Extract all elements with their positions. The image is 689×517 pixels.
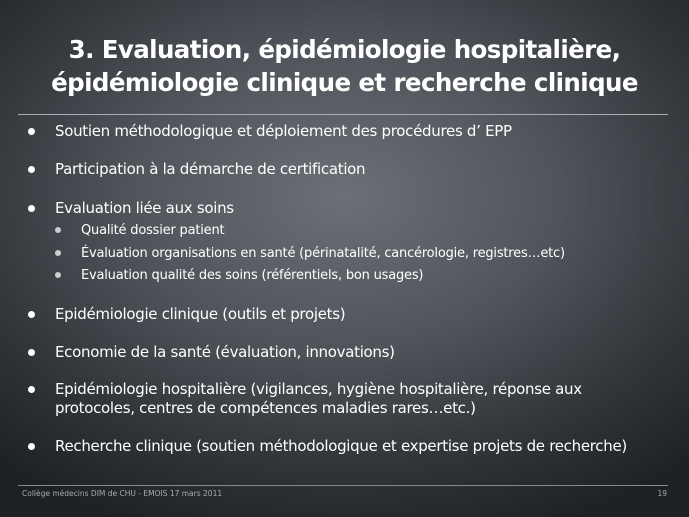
sub-bullet-text: Évaluation organisations en santé (périnatalité, cancérologie, registres…etc) <box>81 246 565 261</box>
bullet-item-epidemiologie-hospitaliere <box>28 380 678 418</box>
sub-bullet-item-dossier <box>55 222 680 239</box>
bullet-dot-icon <box>28 443 35 450</box>
bullet-dot-icon <box>28 386 35 393</box>
bullet-item-epidemiologie-clinique <box>28 305 678 324</box>
bullet-text: Epidémiologie clinique (outils et projets) <box>55 305 346 323</box>
bullet-dot-icon <box>28 205 35 212</box>
bullet-item-economie-sante <box>28 343 678 362</box>
bullet-dot-icon <box>28 128 35 135</box>
slide-title-line-2: épidémiologie clinique et recherche clinique <box>51 68 638 97</box>
sub-bullet-text: Qualité dossier patient <box>81 223 225 238</box>
bullet-text: Soutien méthodologique et déploiement des procédures d’ EPP <box>55 122 512 140</box>
bullet-text-continuation: protocoles, centres de compétences maladies rares…etc.) <box>55 399 476 417</box>
sub-bullet-text: Evaluation qualité des soins (référentiels, bon usages) <box>81 268 424 283</box>
sub-bullet-item-organisations <box>55 245 680 262</box>
bullet-dot-icon <box>28 349 35 356</box>
footer-divider <box>18 485 668 486</box>
bullet-dot-icon <box>28 311 35 318</box>
sub-bullet-dot-icon <box>55 250 61 256</box>
page-number: 19 <box>657 489 667 498</box>
sub-bullet-dot-icon <box>55 227 61 233</box>
bullet-item-certification <box>28 160 678 179</box>
bullet-text: Participation à la démarche de certification <box>55 160 366 178</box>
bullet-text: Economie de la santé (évaluation, innovations) <box>55 343 395 361</box>
sub-bullet-dot-icon <box>55 272 61 278</box>
bullet-item-epp <box>28 122 678 141</box>
sub-bullet-item-qualite-soins <box>55 267 680 284</box>
bullet-item-recherche-clinique <box>28 437 678 456</box>
bullet-text: Recherche clinique (soutien méthodologique et expertise projets de recherche) <box>55 437 627 455</box>
bullet-dot-icon <box>28 166 35 173</box>
slide-title-line-1: 3. Evaluation, épidémiologie hospitalière, <box>68 35 621 64</box>
bullet-item-evaluation-soins <box>28 199 678 218</box>
bullet-text: Epidémiologie hospitalière (vigilances, hygiène hospitalière, réponse aux <box>55 380 582 398</box>
bullet-text: Evaluation liée aux soins <box>55 199 234 217</box>
slide-footer: Collège médecins DIM de CHU - EMOIS 17 mars 2011 <box>22 489 223 498</box>
